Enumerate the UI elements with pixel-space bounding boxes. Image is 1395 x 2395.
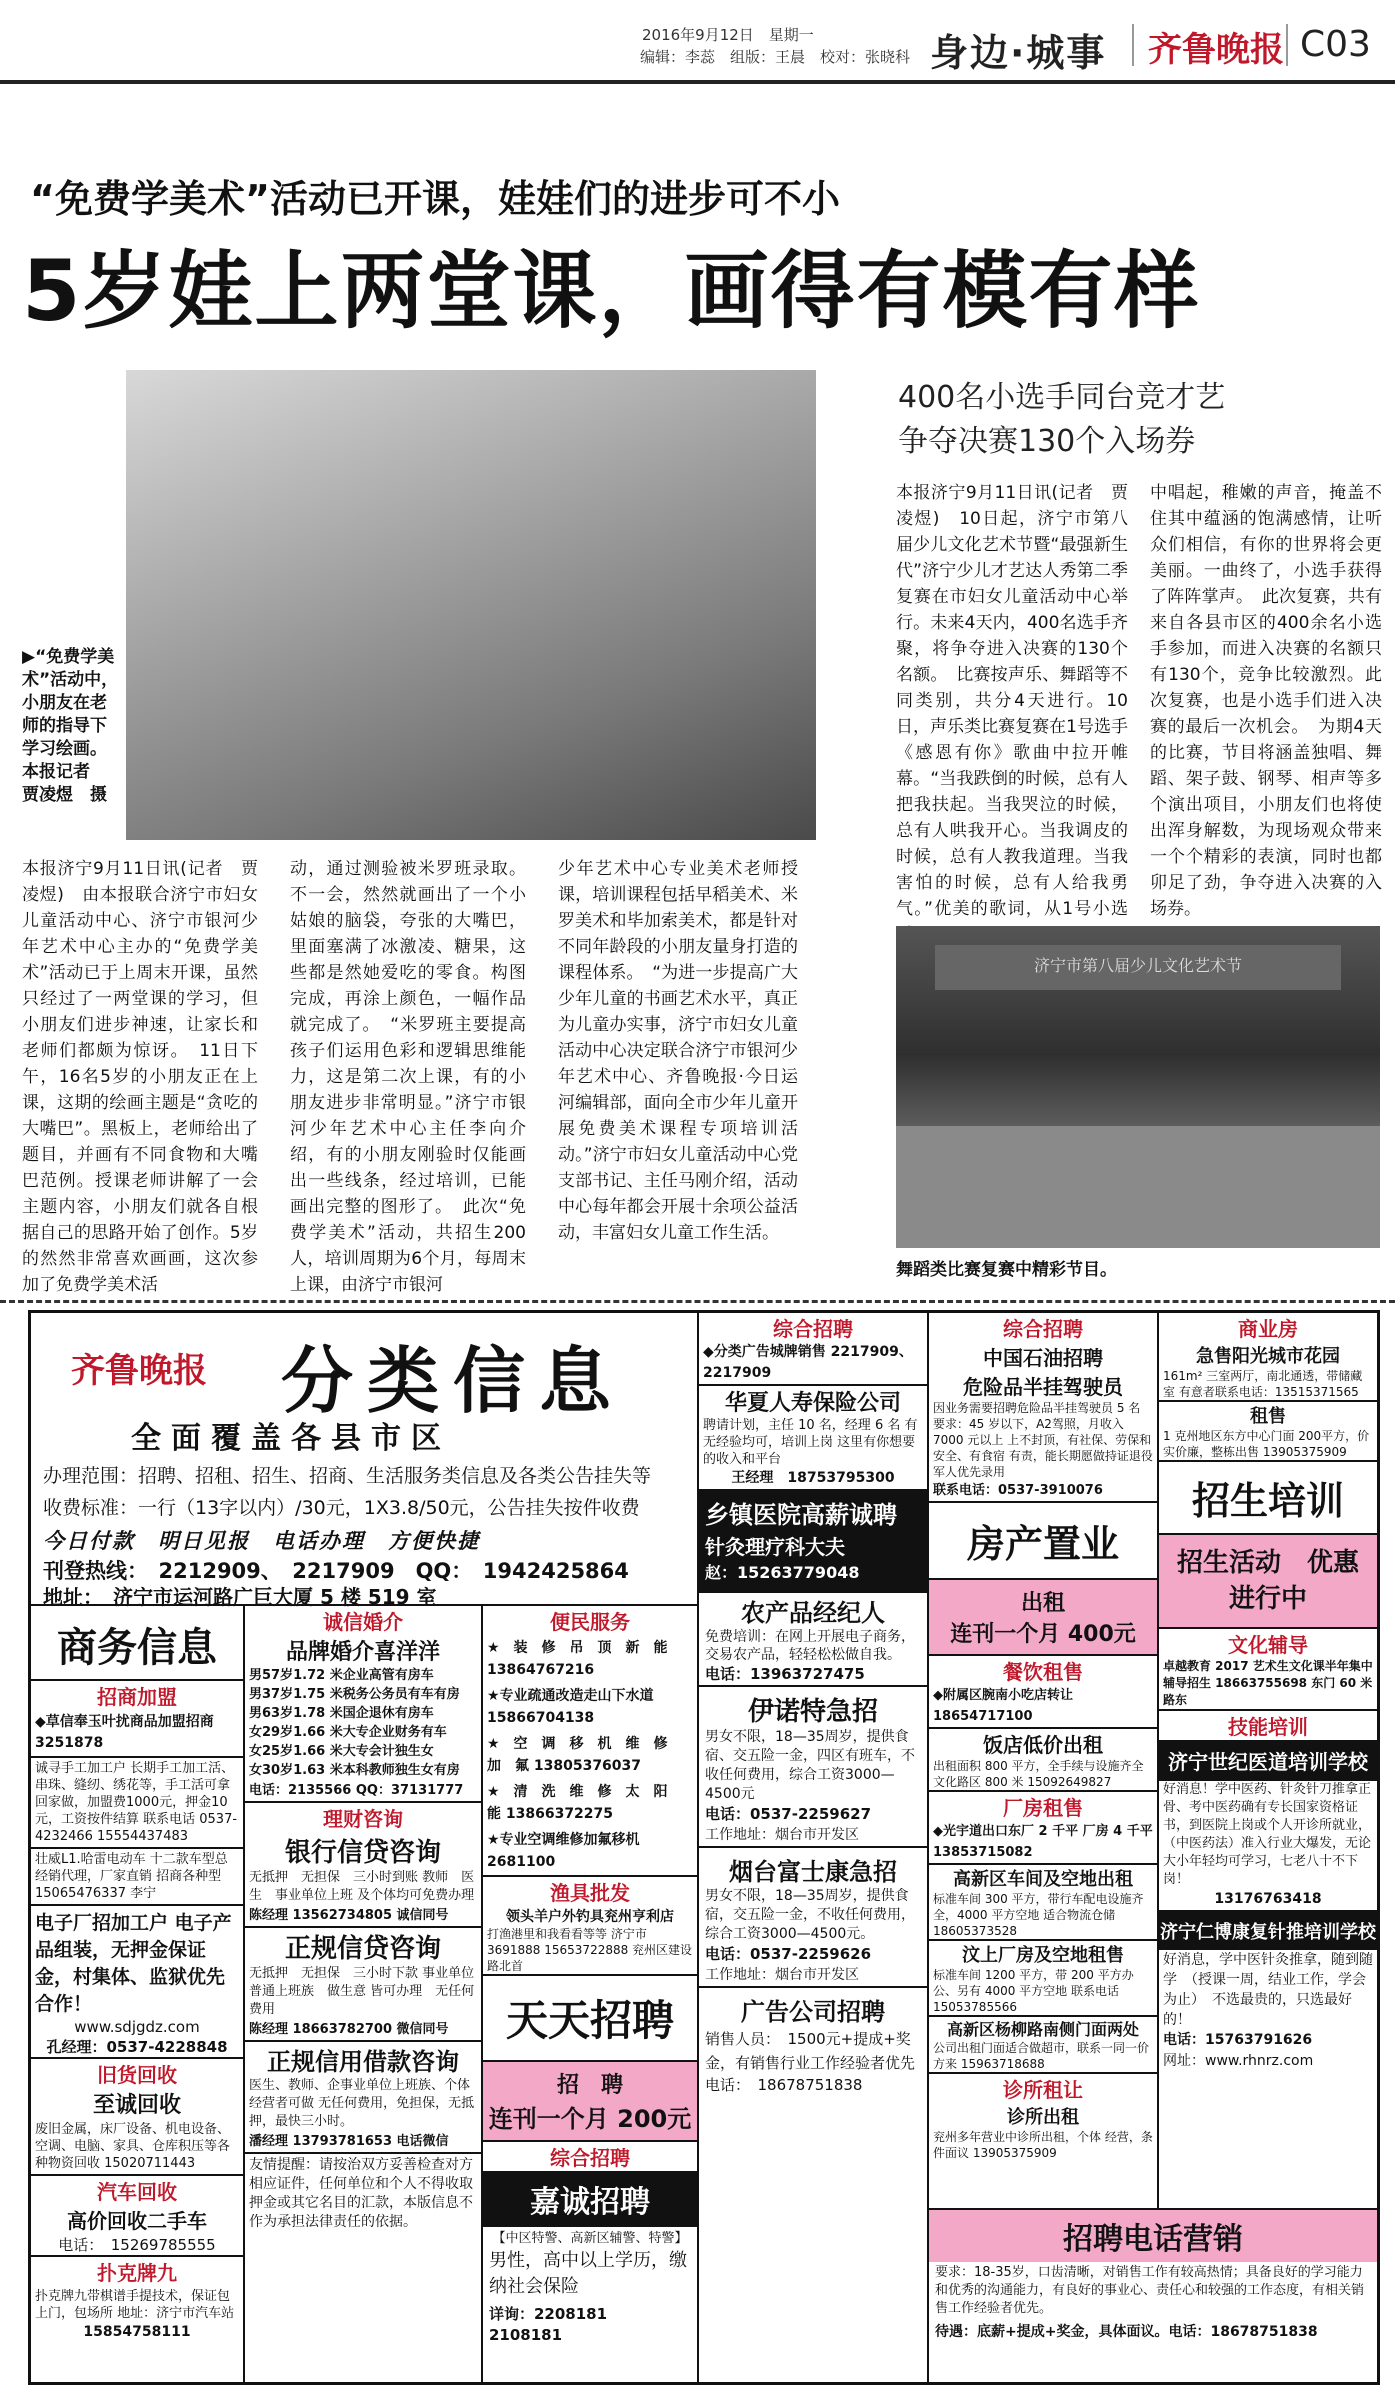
matchmaking-title: 品牌婚介喜洋洋: [285, 1640, 440, 1665]
training-title: 招生培训: [1159, 1462, 1377, 1535]
classifieds-logo: 齐鲁晚报: [71, 1351, 207, 1391]
service-entry-4: ★ 清 洗 维 修 太 阳 能 13866372275: [487, 1784, 682, 1822]
fishing-body: 打渔港里和我看看等等 济宁市 3691888 15653722888 兖州区建设路北首: [483, 1926, 697, 1976]
sub-story-title: [898, 376, 1378, 464]
yinuo-ad-phone: 电话：0537-2259627: [705, 1805, 872, 1823]
finance-ad-3-phone: 潘经理 13793781653 电话微信: [245, 2131, 481, 2154]
fishing-title: 领头羊户外钓具兖州亨利店: [506, 1909, 674, 1925]
hospital-ad-title: 乡镇医院高薪诚聘: [705, 1501, 897, 1529]
matchmaking-entry-6: 女30岁1.63 米本科教师独生女有房: [249, 1763, 460, 1778]
recruit-promo: [483, 2062, 697, 2142]
foxconn-ad-body: 男女不限，18—35周岁，提供食宿，交五险一金，不收任何费用，综合工资3000—4500元。: [705, 1888, 915, 1942]
business-info-title: 商务信息: [57, 1624, 217, 1671]
staff-credits: 编辑：李蕊 组版：王晨 校对：张晓科: [640, 48, 911, 66]
factory-ad-1-body: 标准车间 300 平方，带行车配电设施齐全，4000 平方空地 适合物流仓储 18605373528: [929, 1891, 1157, 1941]
hospital-ad-phone: 赵：15263779048: [705, 1563, 860, 1582]
adco-ad-body: 销售人员： 1500元+提成+奖金，有销售行业工作经验者优先: [705, 2030, 916, 2072]
recycle-title: 至诚回收: [92, 2093, 181, 2118]
service-entry-2: ★专业疏通改造走山下水道 15866704138: [487, 1688, 654, 1726]
matchmaking-entry-2: 男37岁1.75 米税务公务员有车有房: [249, 1687, 460, 1702]
rent-promo: [929, 1580, 1157, 1656]
header-rule: [0, 80, 1395, 84]
matchmaking-phone: 电话：2135566 QQ：37131777: [245, 1780, 481, 1803]
matchmaking-entry-3: 男63岁1.78 米国企退休有房车: [249, 1706, 434, 1721]
newspaper-logo: 齐鲁晚报: [1148, 30, 1284, 70]
sub-story-title-line-2: 争夺决赛130个入场券: [898, 424, 1196, 459]
jiacheng-recruit-title: 嘉诚招聘: [483, 2171, 697, 2227]
service-entry-1: ★ 装 修 吊 顶 新 能 13864767216: [487, 1640, 668, 1678]
header-separator: [1286, 24, 1288, 66]
cnpc-ad-phone: 联系电话：0537-3910076: [929, 1480, 1157, 1503]
finance-ad-2-body: 无抵押 无担保 三小时下款 事业单位 普通上班族 做生意 皆可办理 无任何费用: [249, 1966, 488, 2017]
insurance-ad-title: 华夏人寿保险公司: [699, 1384, 927, 1417]
matchmaking-heading: 诚信婚介: [323, 1610, 403, 1634]
article-photo-art-class: [126, 370, 816, 840]
cnpc-ad-subtitle: 危险品半挂驾驶员: [963, 1375, 1123, 1399]
rent-promo-price: 连刊一个月 400元: [950, 1622, 1136, 1647]
catering-heading: 餐饮租售: [1003, 1660, 1083, 1684]
restaurant-ad-title: 饭店低价出租: [983, 1733, 1103, 1757]
finance-heading: 理财咨询: [323, 1807, 403, 1831]
franchise-ad-1: ◆草信奉玉叶扰商品加盟招商 3251878: [31, 1710, 243, 1758]
rehab-school-website: 网址：www.rhnrz.com: [1163, 2053, 1314, 2069]
service-entry-5: ★专业空调维修加氟移机 2681100: [483, 1827, 697, 1877]
sub-story-column-1: 本报济宁9月11日讯(记者 贾凌煜) 10日起，济宁市第八届少儿文化艺术节暨“最强新生代”济宁少儿才艺达人秀第二季复赛在市妇女儿童活动中心举行。未来4天内，400名选手齐聚，将争夺进入决赛的130个名额。 比赛按声乐、舞蹈等不同类别，共分4天进行。10日，声乐类比赛复赛在1号选手《感恩有你》歌曲中拉开帷幕。“当我跌倒的时候，总有人把我扶起。当我哭泣的时候，总有人哄我开心。当我调皮的时候，总有人教我道理。当我害怕的时候，总有人给我勇气。”优美的歌词，从1号小选: [896, 483, 1128, 919]
foxconn-ad-title: 烟台富士康急招: [729, 1858, 897, 1886]
services-heading: 便民服务: [550, 1610, 630, 1634]
finance-ad-2-title: 正规信贷咨询: [284, 1934, 441, 1964]
article-kicker: “免费学美术”活动已开课，娃娃们的进步可不小: [30, 177, 840, 221]
classifieds-masthead: [31, 1313, 699, 1609]
finance-ad-3-body: 医生、教师、企事业单位上班族、个体经营者可做 无任何费用，免担保，无抵押，最快三小时。: [249, 2078, 475, 2129]
clinic-heading: 诊所租让: [1003, 2078, 1083, 2102]
factory-ad-1-title: 高新区车间及空地出租: [953, 1869, 1133, 1890]
lease-ad-title: 租售: [1250, 1406, 1286, 1427]
factory-ad-2-body: 标准车间 1200 平方，带 200 平方办公、另有 4000 平方空地 联系电话 15053785566: [929, 1967, 1157, 2017]
real-estate-title: 房产置业: [929, 1503, 1157, 1580]
finance-ad-1-body: 无抵押 无担保 三小时到账 教师 医生 事业单位上班 及个体均可免费办理: [249, 1870, 475, 1903]
tutoring-entry: 卓越教育 2017 艺术生文化课半年集中辅导招生 18663755698 东门 60 米路东: [1159, 1658, 1377, 1711]
classifieds-slogan: 今日付款 明日见报 电话办理 方便快捷: [43, 1529, 480, 1553]
tutoring-heading: 文化辅导: [1228, 1633, 1308, 1657]
agri-ad-body: 免费培训：在网上开展电子商务，交易农产品，轻轻松松做自我。: [705, 1629, 915, 1663]
finance-ad-1-title: 银行信贷咨询: [284, 1838, 441, 1868]
classifieds-address: 地址： 济宁市运河路广巨大厦 5 楼 519 室: [43, 1585, 437, 1609]
sales-recruit-phone: 待遇：底薪+提成+奖金，具体面议。电话：18678751838: [935, 2324, 1318, 2340]
factory-heading: 厂房租售: [1003, 1796, 1083, 1820]
hospital-ad-body: 针灸理疗科大夫: [705, 1535, 845, 1559]
sub-story-photo-dance: [896, 926, 1380, 1248]
tcm-school-title: 济宁世纪医道培训学校: [1159, 1740, 1377, 1781]
article-column-3: 少年艺术中心专业美术老师授课，培训课程包括早稻美术、米罗美术和毕加索美术，都是针对不同年龄段的小朋友量身打造的课程体系。 “为进一步提高广大少年儿童的书画艺术水平，真正为儿童办实事，济宁市妇女儿童活动中心决定联合济宁市银河少年艺术中心、齐鲁晚报·今日运河编辑部，面向全市少年儿童开展免费美术课程专项培训活动。”济宁市妇女儿童活动中心党支部书记、主任马刚介绍，活动中心每年都会开展十余项公益活动，丰富妇女儿童工作生活。: [558, 859, 798, 1243]
header-separator: [1132, 24, 1134, 66]
rehab-school-title: 济宁仁博康复针推培训学校: [1159, 1912, 1377, 1950]
recruit-promo-price: 连刊一个月 200元: [488, 2105, 692, 2133]
recycle-heading: 旧货回收: [97, 2063, 177, 2087]
agri-ad-phone: 电话：13963727475: [699, 1664, 927, 1687]
recruit-col-heading: 综合招聘: [773, 1317, 853, 1341]
sub-story-photo-caption: 舞蹈类比赛复赛中精彩节目。: [896, 1260, 1117, 1280]
sales-recruit-body: 要求：18-35岁，口齿清晰，对销售工作有较高热情；具备良好的学习能力和优秀的沟通能力，有良好的事业心、责任心和较强的工作态度，有相关销售工作经验者优先。: [935, 2265, 1365, 2316]
finance-ad-2-phone: 陈经理 18663782700 微信同号: [245, 2019, 481, 2042]
adco-ad-phone: 电话： 18678751838: [705, 2076, 863, 2094]
foxconn-ad-phone: 电话：0537-2259626: [705, 1945, 872, 1963]
catering-entry: ◆附属区腕南小吃店转让 18654717100: [929, 1685, 1157, 1729]
factory-ad-3-body: 公司出租门面适合做超市，联系一同一价方来 15963718688: [929, 2040, 1157, 2074]
classifieds-coverage: 全面覆盖各县市区: [131, 1421, 451, 1456]
foxconn-ad-address: 工作地址：烟台市开发区: [699, 1965, 927, 1988]
clinic-ad-title: 诊所出租: [1007, 2107, 1079, 2128]
yinuo-ad-address: 工作地址：烟台市开发区: [699, 1825, 927, 1848]
classifieds-scope: 办理范围：招聘、招租、招生、招商、生活服务类信息及各类公告挂失等: [43, 1465, 652, 1487]
poker-phone: 15854758111: [83, 2324, 191, 2340]
car-recycle-phone: 电话： 15269785555: [31, 2234, 243, 2257]
general-recruit-heading: 综合招聘: [550, 2146, 630, 2170]
finance-ad-1-phone: 陈经理 13562734805 诚信同号: [245, 1905, 481, 1928]
cnpc-ad-title: 中国石油招聘: [983, 1346, 1103, 1370]
recycle-body: 废旧金属，床厂设备、机电设备、空调、电脑、家具、仓库积压等各种物资回收 15020711443: [31, 2119, 243, 2176]
yinuo-ad-title: 伊诺特急招: [747, 1697, 878, 1727]
ads-column-services: [483, 1606, 699, 2382]
sub-story-column-2: 中唱起，稚嫩的声音，掩盖不住其中蕴涵的饱满感情，让听众们相信，有你的世界将会更美丽。一曲终了，小选手获得了阵阵掌声。 此次复赛，共有来自各县市区的400余名小选手参加，而进入决赛的名额只有130个，竞争比较激烈。此次复赛，也是小选手们进入决赛的最后一次机会。 为期4天的比赛，节目将涵盖独唱、舞蹈、架子鼓、钢琴、相声等多个演出项目，小朋友们也将使出浑身解数，为现场观众带来一个个精彩的表演，同时也都卯足了劲，争夺进入决赛的入场券。: [1150, 483, 1382, 919]
matchmaking-entry-1: 男57岁1.72 米企业高管有房车: [249, 1668, 434, 1683]
service-entry-3: ★ 空 调 移 机 维 修 加 氟 13805376037: [487, 1736, 682, 1774]
ads-column-business: [31, 1606, 245, 2382]
stage-banner: [935, 945, 1342, 990]
finance-ad-3-title: 正规信用借款咨询: [267, 2048, 459, 2076]
clinic-ad-body: 兖州多年营业中诊所出租，个体 经营，条件面议 13905375909: [933, 2130, 1153, 2160]
page-divider: [0, 1300, 1395, 1303]
recruit-col-sub: ◆分类广告城牌销售 2217909、2217909: [703, 1344, 913, 1381]
sub-story-title-line-1: 400名小选手同台竞才艺: [898, 380, 1226, 415]
yinuo-ad-body: 男女不限，18—35周岁，提供食宿、交五险一金，四区有班车，不收任何费用，综合工资3000—4500元: [705, 1729, 915, 1802]
electronics-ad-website: www.sdjgdz.com: [74, 2018, 200, 2036]
insurance-ad-body: 聘请计划，主任 10 名，经理 6 名 有无经验均可，培训上岗 这里有你想要的收入和平台: [703, 1418, 918, 1467]
issue-date: 2016年9月12日 星期一: [642, 26, 814, 44]
factory-ad-2-title: 汶上厂房及空地租售: [962, 1945, 1124, 1966]
skills-heading: 技能培训: [1228, 1715, 1308, 1739]
electronics-ad-phone: 孔经理：0537-4228848: [31, 2036, 243, 2059]
training-promo: 招生活动 优惠进行中: [1159, 1535, 1377, 1629]
jiacheng-recruit-phone: 详询：2208181 2108181: [489, 2305, 623, 2344]
cnpc-ad-body: 因业务需要招聘危险品半挂驾驶员 5 名 要求：45 岁以下，A2驾照，月收入 7000 元以上 上不封顶，有社保、劳保和安全、有食宿 有责，能长期愿做持证退役军人优先录用: [933, 1401, 1153, 1479]
article-headline: 5岁娃上两堂课，画得有模有样: [22, 242, 1201, 340]
rehab-school-phone: 电话：15763791626: [1163, 2032, 1313, 2048]
car-recycle-title: 高价回收二手车: [67, 2209, 207, 2233]
lease-ad-body: 1 克州地区东方中心门面 200平方，价实价廉，整栋出售 13905375909: [1159, 1428, 1377, 1462]
car-recycle-heading: 汽车回收: [97, 2180, 177, 2204]
adco-ad-title: 广告公司招聘: [741, 1998, 885, 2026]
article-photo-caption: ▶“免费学美术”活动中，小朋友在老师的指导下学习绘画。本报记者 贾凌煜 摄: [22, 647, 119, 805]
commercial-ad-title: 急售阳光城市花园: [1196, 1346, 1340, 1367]
article-column-2: 动，通过测验被米罗班录取。不一会，然然就画出了一个小姑娘的脑袋，夸张的大嘴巴，里面塞满了冰激凌、糖果，这些都是然她爱吃的零食。构图完成，再涂上颜色，一幅作品就完成了。 “米罗班主要提高孩子们运用色彩和逻辑思维能力，这是第二次上课，有的小朋友进步非常明显。”济宁市银河少年艺术中心主任李向介绍，有的小朋友刚验时仅能画出一些线条，经过培训，已能画出完整的图形了。 此次“免费学美术”活动，共招生200人，培训周期为6个月，每周末上课，由济宁市银河: [290, 859, 526, 1295]
insurance-ad-phone: 王经理 18753795300: [699, 1468, 927, 1491]
factory-ad-3-title: 高新区杨柳路南侧门面两处: [946, 2020, 1139, 2039]
sales-recruit-title: 招聘电话营销: [929, 2210, 1377, 2262]
classifieds-section: [28, 1310, 1380, 2385]
section-title: 身边·城事: [930, 31, 1107, 75]
recruit-promo-title: 招 聘: [556, 2073, 623, 2098]
electronics-ad-title: 电子厂招加工户 电子产品组装，无押金保证金，村集体、监狱优先合作！: [35, 1912, 232, 2015]
property-col-heading: 综合招聘: [1003, 1317, 1083, 1341]
hospital-ad: [699, 1491, 927, 1591]
ads-column-finance: [245, 1606, 488, 2382]
poker-heading: 扑克牌九: [97, 2261, 177, 2285]
agri-ad-title: 农产品经纪人: [699, 1591, 927, 1628]
factory-entry: ◆光宇道出口东厂 2 千平 厂房 4 千平 13853715082: [929, 1821, 1157, 1865]
poker-body: 扑克牌九带棋谱手提技术，保证包上门，包场所 地址：济宁市汽车站: [35, 2289, 235, 2321]
daily-recruit-title: 天天招聘: [483, 1976, 697, 2062]
restaurant-ad-body: 出租面积 800 平方，全手续与设施齐全 文化路区 800 米 15092649827: [929, 1758, 1157, 1792]
tcm-school-phone: 13176763418: [1159, 1889, 1377, 1912]
franchise-ad-3: 壮威L1.哈雷电动车 十二款车型总经销代理，厂家直销 招商各种型 15065476337 李宁: [31, 1849, 243, 1906]
commercial-ad-body: 161m² 三室两厅，南北通透，带储藏室 有意者联系电话：13515371565: [1159, 1368, 1377, 1402]
friendly-warning: 友情提醒：请按治双方妥善检查对方相应证件，任何单位和个人不得收取押金或其它名目的汇款，本版信息不作为承担法律责任的依据。: [249, 2157, 473, 2230]
stage-floor: [896, 1126, 1380, 1248]
classifieds-hotline: 刊登热线： 2212909、 2217909 QQ： 1942425864: [43, 1559, 629, 1583]
page-number: C03: [1300, 24, 1371, 65]
ads-column-recruit: [699, 1313, 929, 2382]
rehab-school-body: 好消息，学中医针灸推拿，随到随学 （授课一周，结业工作，学会为止） 不选最贵的，只选最好的！: [1163, 1952, 1373, 2028]
franchise-heading: 招商加盟: [31, 1679, 243, 1710]
classifieds-title: 分类信息: [281, 1338, 626, 1423]
fishing-heading: 渔具批发: [550, 1881, 630, 1905]
matchmaking-entry-4: 女29岁1.66 米大专企业财务有车: [249, 1725, 447, 1740]
tcm-school-body: 好消息！学中医药、针灸针刀推拿正骨、考中医药确有专长国家资格证书，到医院上岗或个人开诊所就业，（中医药法）准入行业大爆发，无论大小年轻均可学习，七老八十不下岗！: [1163, 1782, 1372, 1887]
matchmaking-entry-5: 女25岁1.66 米大专会计独生女: [249, 1744, 434, 1759]
sales-recruit-ad: [929, 2208, 1377, 2382]
commercial-heading: 商业房: [1238, 1317, 1298, 1341]
article-column-1: 本报济宁9月11日讯(记者 贾凌煜) 由本报联合济宁市妇女儿童活动中心、济宁市银河少年艺术中心主办的“免费学美术”活动已于上周末开课，虽然只经过了一两堂课的学习，但小朋友们进步神速，让家长和老师们都颇为惊讶。 11日下午，16名5岁的小朋友正在上课，这期的绘画主题是“贪吃的大嘴巴”。黑板上，老师给出了题目，并画有不同食物和大嘴巴范例。授课老师讲解了一会主题内容，小朋友们就各自根据自己的思路开始了创作。5岁的然然非常喜欢画画，这次参加了免费学美术活: [22, 859, 258, 1295]
classifieds-price: 收费标准：一行（13字以内）/30元，1X3.8/50元，公告挂失按件收费: [43, 1497, 640, 1519]
jiacheng-recruit-body: 男性，高中以上学历，缴纳社会保险: [489, 2250, 687, 2297]
jiacheng-recruit-sub: 【中区特警、高新区辅警、特警】: [492, 2231, 688, 2246]
stage-banner-text: 济宁市第八届少儿文化艺术节: [1033, 956, 1242, 976]
franchise-ad-2: 诚寻手工加工户 长期手工加工活、串珠、缝纫、绣花等，手工活可拿回家做，加盟费1000元，押金10元，工资按件结算 联系电话 0537-4232466 15554437483: [31, 1758, 243, 1849]
rent-promo-title: 出租: [1020, 1591, 1065, 1616]
